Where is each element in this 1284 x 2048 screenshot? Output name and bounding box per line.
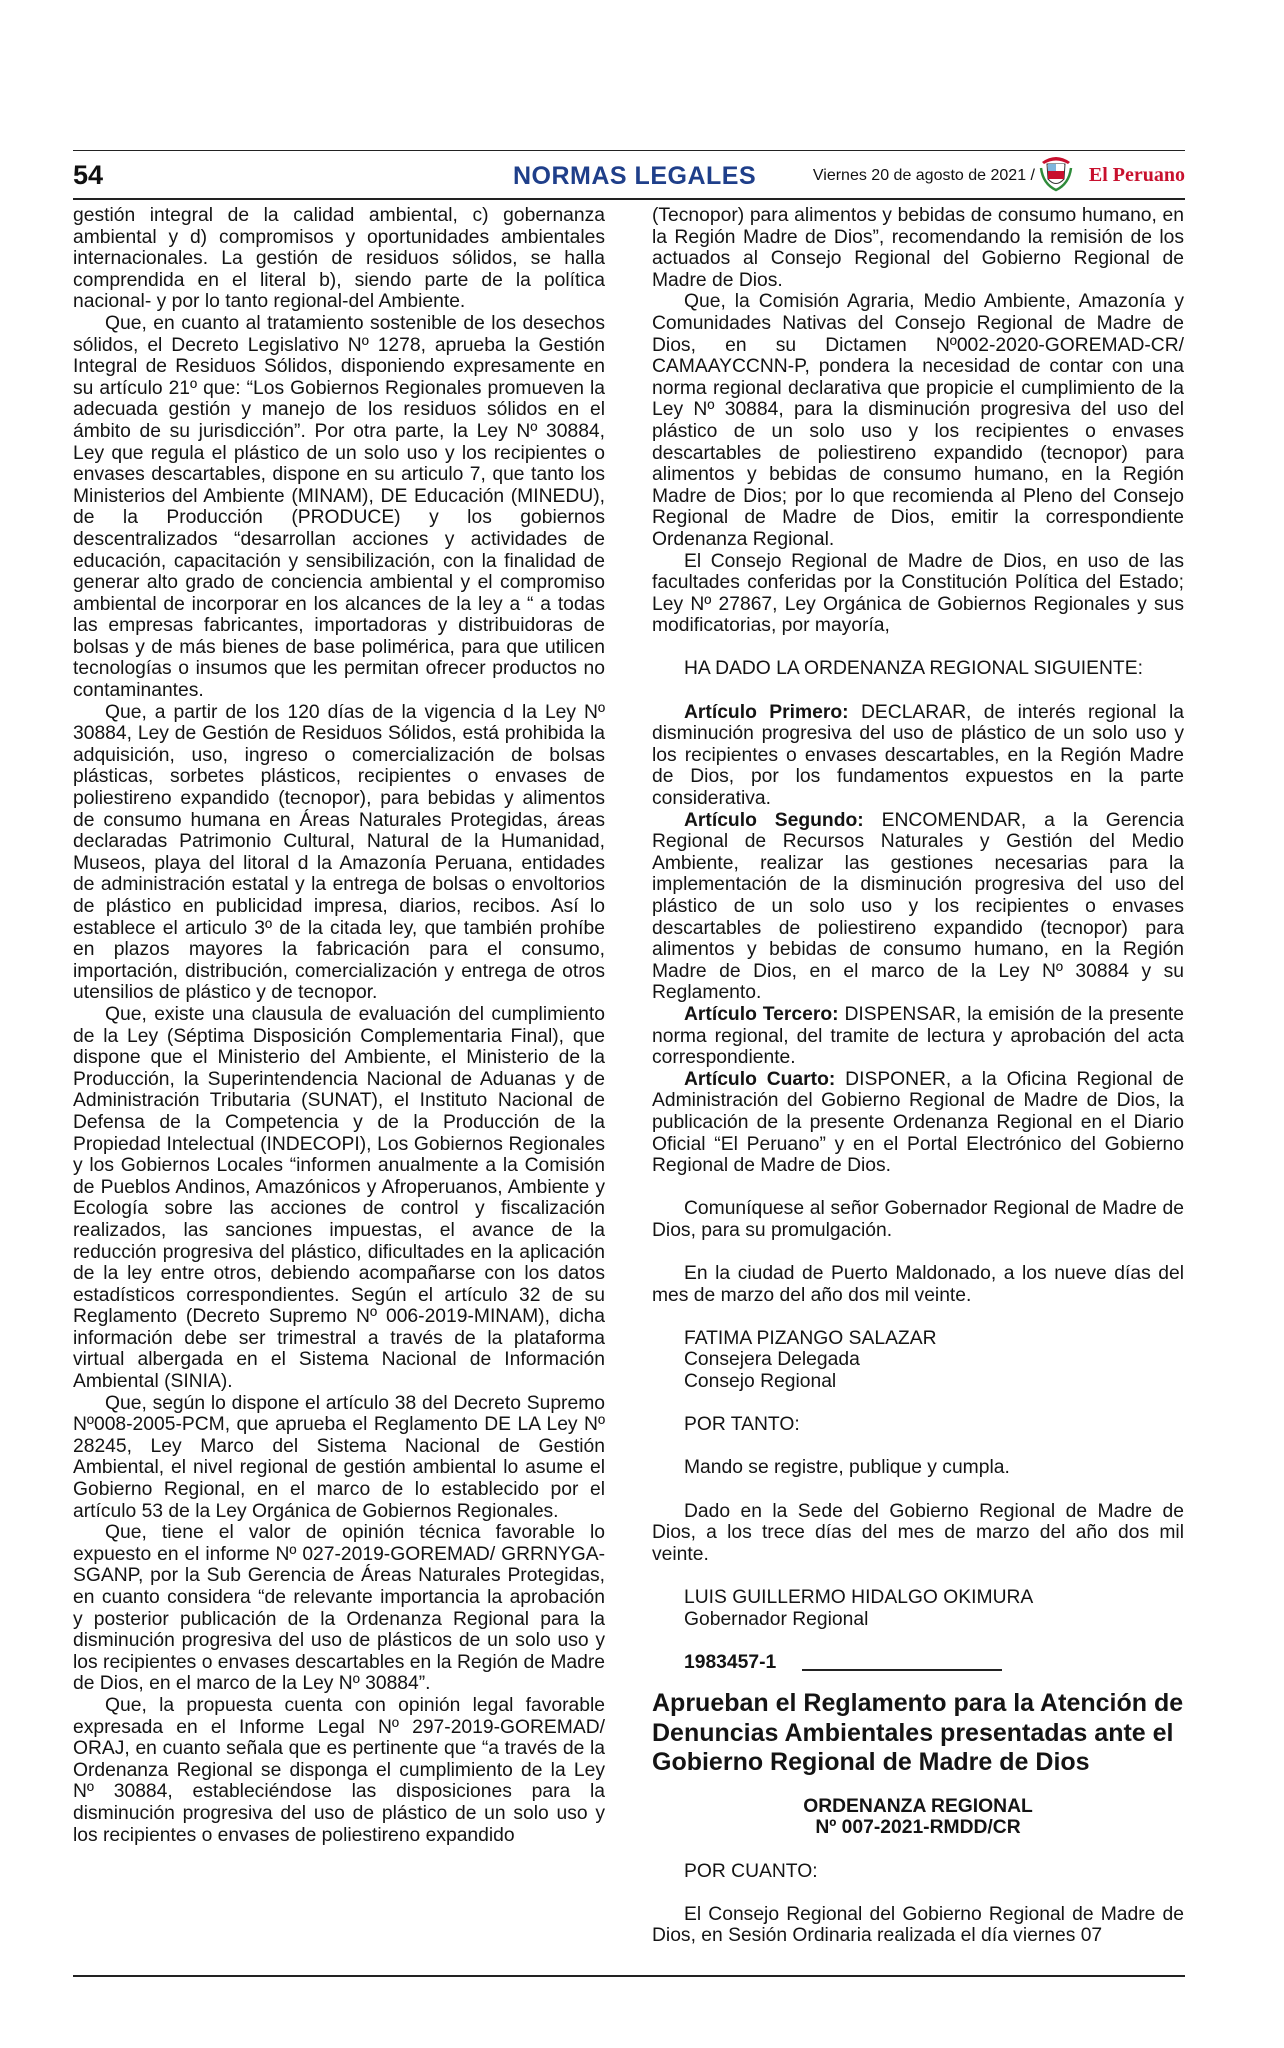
right-column: [652, 205, 1184, 1947]
page-header: [73, 158, 1185, 192]
signature-role: Gobernador Regional: [684, 1608, 869, 1630]
publication-code: 1983457-1: [684, 1651, 777, 1673]
signature-role: Consejo Regional: [684, 1371, 837, 1393]
publication-date: Viernes 20 de agosto de 2021 /: [812, 167, 1035, 184]
ordinance-heading: HA DADO LA ORDENANZA REGIONAL SIGUIENTE:: [684, 658, 1143, 680]
article-headline: Aprueban el Reglamento para la Atención de Denuncias Ambientales presentadas ante el Gobierno Regional de Madre de Dios: [652, 1689, 1184, 1777]
paragraph: Que, en cuanto al tratamiento sostenible de los desechos sólidos, el Decreto Legislativo Nº 1278, aprueba la Gestión Integral de Residuos Sólidos, disponiendo expresamente en su artículo 21º que: “Los Gobiernos Regionales promueven la adecuada gestión y manejo de los residuos sólidos en el ámbito de su jurisdicción”. Por otra parte, la Ley Nº 30884, Ley que regula el plástico de un solo uso y los recipientes o envases descartables, dispone en su articulo 7, que tanto los Ministerios del Ambiente (MINAM), DE Educación (MINEDU), de la Producción (PRODUCE) y los gobiernos descentralizados “desarrollan acciones y actividades de educación, capacitación y sensibilización, con la finalidad de generar alto grado de conciencia ambiental y el compromiso ambiental de incorporar en los alcances de la ley a “ a todas las empresas fabricantes, importadoras y distribuidoras de bolsas y de más bienes de base polimérica, para que utilicen tecnologías o insumos que les permitan ofrecer productos no contaminantes.: [73, 312, 605, 702]
article-label: Artículo Cuarto:: [684, 1068, 836, 1090]
section-title: NORMAS LEGALES: [513, 162, 757, 190]
article-4: [652, 1069, 1184, 1177]
paragraph: En la ciudad de Puerto Maldonado, a los nueve días del mes de marzo del año dos mil veinte.: [652, 1263, 1184, 1306]
paragraph: gestión integral de la calidad ambiental, c) gobernanza ambiental y d) compromisos y oportunidades ambientales internacionales. La gestión de residuos sólidos, se halla comprendida en el literal b), siendo parte de la política nacional- y por lo tanto regional-del Ambiente.: [73, 205, 605, 313]
article-3: [652, 1004, 1184, 1069]
coat-of-arms-icon: [1039, 154, 1073, 192]
por-cuanto: POR CUANTO:: [684, 1860, 818, 1882]
article-label: Artículo Tercero:: [684, 1003, 839, 1025]
paragraph: Que, según lo dispone el artículo 38 del Decreto Supremo Nº008-2005-PCM, que aprueba el Reglamento DE LA Ley Nº 28245, Ley Marco del Sistema Nacional de Gestión Ambiental, el nivel regional de gestión ambiental lo asume el Gobierno Regional, en el marco de lo establecido por el artículo 53 de la Ley Orgánica de Gobiernos Regionales.: [73, 1392, 605, 1522]
paragraph: Mando se registre, publique y cumpla.: [684, 1457, 1010, 1479]
brand-logo: El Peruano: [1088, 164, 1185, 186]
left-column: [73, 205, 605, 1846]
paragraph: El Consejo Regional del Gobierno Regional de Madre de Dios, en Sesión Ordinaria realizada el día viernes 07: [652, 1903, 1184, 1947]
article-text: DISPENSAR, la emisión de la presente norma regional, del tramite de lectura y aprobación del acta correspondiente.: [652, 1003, 1184, 1069]
article-text: ENCOMENDAR, a la Gerencia Regional de Recursos Naturales y Gestión del Medio Ambiente, realizar las gestiones necesarias para la implementación de la disminución progresiva del uso del plástico de un solo uso y los recipientes o envases descartables de poliestireno expandido (tecnopor) para alimentos y bebidas de consumo humano, en la Región Madre de Dios, en el marco de la Ley Nº 30884 y su Reglamento.: [652, 809, 1184, 1004]
footer-rule: [73, 1975, 1185, 1977]
signature-name: LUIS GUILLERMO HIDALGO OKIMURA: [684, 1587, 1034, 1608]
header-top-rule: [73, 150, 1185, 151]
signature-name: FATIMA PIZANGO SALAZAR: [684, 1327, 937, 1349]
por-tanto: POR TANTO:: [684, 1414, 800, 1436]
paragraph: (Tecnopor) para alimentos y bebidas de consumo humano, en la Región Madre de Dios”, recomendando la remisión de los actuados al Consejo Regional del Gobierno Regional de Madre de Dios.: [652, 205, 1184, 291]
paragraph: Que, la propuesta cuenta con opinión legal favorable expresada en el Informe Legal Nº 297-2019-GOREMAD/ ORAJ, en cuanto señala que es pertinente que “a través de la Ordenanza Regional se disponga el cumplimiento de la Ley Nº 30884, estableciéndose las disposiciones para la disminución progresiva del uso de plástico de un solo uso y los recipientes o envases de poliestireno expandido: [73, 1694, 605, 1846]
paragraph: Que, existe una clausula de evaluación del cumplimiento de la Ley (Séptima Disposición Complementaria Final), que dispone que el Ministerio del Ambiente, el Ministerio de la Producción, la Superintendencia Nacional de Aduanas y de Administración Tributaria (SUNAT), el Instituto Nacional de Defensa de la Competencia y de la Producción de la Propiedad Intelectual (INDECOPI), Los Gobiernos Regionales y los Gobiernos Locales “informen anualmente a la Comisión de Pueblos Andinos, Amazónicos y Afroperuanos, Ambiente y Ecología sobre las acciones de control y fiscalización realizados, las sanciones impuestas, el avance de la reducción progresiva del plástico, dificultades en la aplicación de la ley entre otros, debiendo acompañarse con los datos estadísticos correspondientes. Según el artículo 32 de su Reglamento (Decreto Supremo Nº 006-2019-MINAM), dicha información debe ser trimestral a través de la plataforma virtual albergada en el Sistema Nacional de Información Ambiental (SINIA).: [73, 1003, 605, 1393]
article-text: DISPONER, a la Oficina Regional de Administración del Gobierno Regional de Madre de Dios, la publicación de la presente Ordenanza Regional en el Diario Oficial “El Peruano” y en el Portal Electrónico del Gobierno Regional de Madre de Dios.: [652, 1068, 1184, 1177]
header-bottom-rule: [73, 198, 1185, 200]
page-number: 54: [73, 160, 104, 190]
paragraph: Que, la Comisión Agraria, Medio Ambiente, Amazonía y Comunidades Nativas del Consejo Regional de Madre de Dios, en su Dictamen Nº002-2020-GOREMAD-CR/ CAMAAYCCNN-P, pondera la necesidad de contar con una norma regional declarativa que propicie el cumplimiento de la Ley Nº 30884, para la disminución progresiva del uso del plástico de un solo uso y los recipientes o envases descartables de poliestireno expandido (tecnopor) para alimentos y bebidas de consumo humano, en la Región Madre de Dios; por lo que recomienda al Pleno del Consejo Regional de Madre de Dios, emitir la correspondiente Ordenanza Regional.: [652, 291, 1184, 550]
ordinance-title: ORDENANZA REGIONAL: [803, 1795, 1033, 1817]
paragraph: Comuníquese al señor Gobernador Regional de Madre de Dios, para su promulgación.: [652, 1198, 1184, 1241]
article-2: [652, 810, 1184, 1004]
signature-role: Consejera Delegada: [684, 1349, 860, 1371]
separator-line: [802, 1669, 1002, 1671]
article-text: DECLARAR, de interés regional la disminución progresiva del uso de plástico de un solo uso y los recipientes o envases descartables, en la Región Madre de Dios, por los fundamentos expuestos en la parte considerativa.: [652, 701, 1184, 810]
article-1: [652, 702, 1184, 810]
paragraph: Dado en la Sede del Gobierno Regional de Madre de Dios, a los trece días del mes de marzo del año dos mil veinte.: [652, 1500, 1184, 1565]
ordinance-number: Nº 007-2021-RMDD/CR: [815, 1817, 1021, 1839]
paragraph: El Consejo Regional de Madre de Dios, en uso de las facultades conferidas por la Constitución Política del Estado; Ley Nº 27867, Ley Orgánica de Gobiernos Regionales y sus modificatorias, por mayoría,: [652, 550, 1184, 637]
paragraph: Que, a partir de los 120 días de la vigencia d la Ley Nº 30884, Ley de Gestión de Residuos Sólidos, está prohibida la adquisición, uso, ingreso o comercialización de bolsas plásticas, sorbetes plásticos, recipientes o envases de poliestireno expandido (tecnopor), para bebidas y alimentos de consumo humana en Áreas Naturales Protegidas, áreas declaradas Patrimonio Cultural, Natural de la Humanidad, Museos, playa del litoral d la Amazonía Peruana, entidades de administración estatal y la entrega de bolsas o envoltorios de plástico en publicidad impresa, diarios, recibos. Así lo establece el articulo 3º de la citada ley, que también prohíbe en plazos mayores la fabricación para el consumo, importación, distribución, comercialización y entrega de otros utensilios de plástico y de tecnopor.: [73, 701, 605, 1004]
article-label: Artículo Segundo:: [684, 809, 864, 831]
article-label: Artículo Primero:: [684, 701, 849, 723]
paragraph: Que, tiene el valor de opinión técnica favorable lo expuesto en el informe Nº 027-2019-GOREMAD/ GRRNYGA-SGANP, por la Sub Gerencia de Áreas Naturales Protegidas, en cuanto considera “de relevante importancia la aprobación y posterior publicación de la Ordenanza Regional para la disminución progresiva del uso de plásticos de un solo uso y los recipientes o envases descartables en la Región de Madre de Dios, en el marco de la Ley Nº 30884”.: [73, 1522, 605, 1695]
